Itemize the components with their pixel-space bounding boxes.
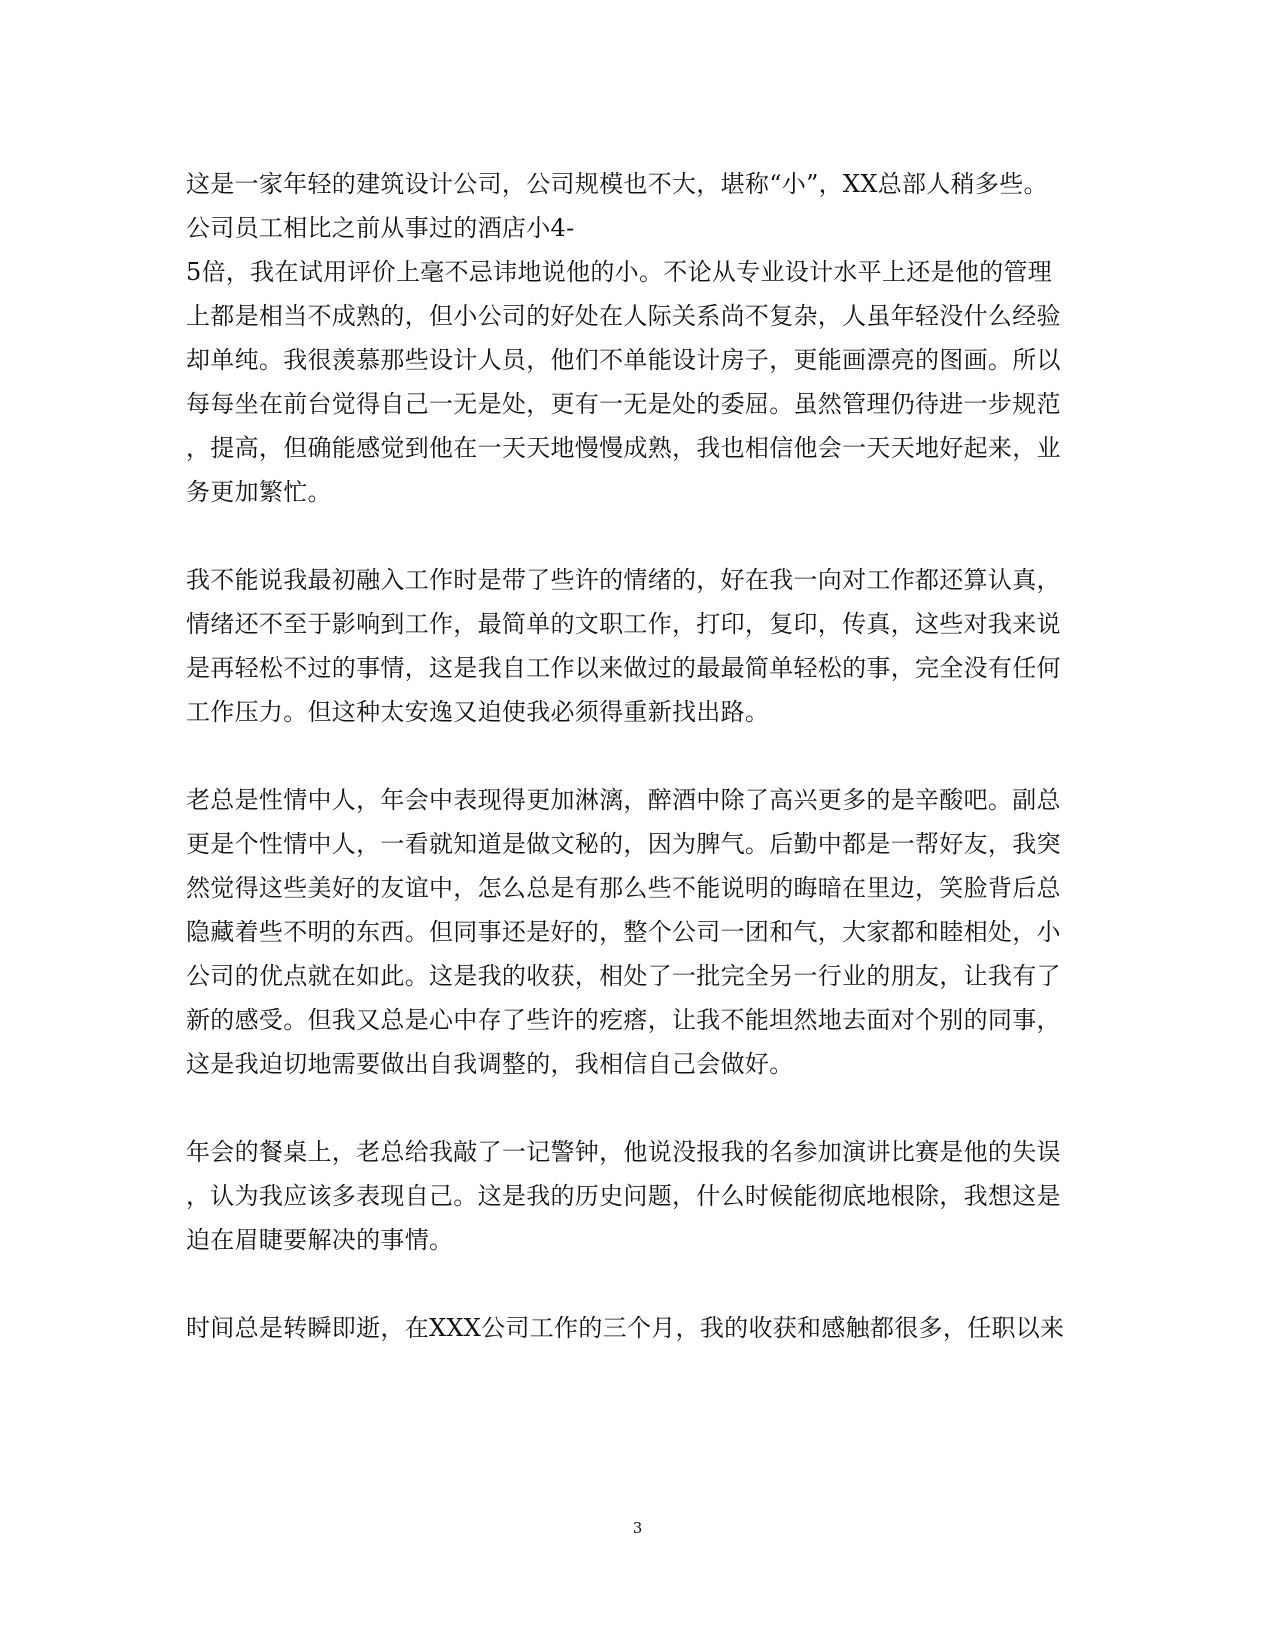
text-line: 情绪还不至于影响到工作，最简单的文职工作，打印，复印，传真，这些对我来说 — [186, 610, 1061, 638]
text-line: 公司的优点就在如此。这是我的收获，相处了一批完全另一行业的朋友，让我有了 — [186, 962, 1061, 990]
body-text — [186, 162, 1096, 1350]
text-line: 这是我迫切地需要做出自我调整的，我相信自己会做好。 — [186, 1050, 794, 1078]
paragraph-spacer — [186, 514, 1096, 558]
text-line: 新的感受。但我又总是心中存了些许的疙瘩，让我不能坦然地去面对个别的同事， — [186, 1006, 1061, 1034]
text-line: 隐藏着些不明的东西。但同事还是好的，整个公司一团和气，大家都和睦相处，小 — [186, 918, 1061, 946]
text-line: 公司员工相比之前从事过的酒店小4- — [186, 214, 575, 242]
paragraph — [186, 1306, 1096, 1350]
paragraph — [186, 162, 1096, 514]
paragraph — [186, 1130, 1096, 1262]
text-line: 务更加繁忙。 — [186, 478, 332, 506]
text-line: 时间总是转瞬即逝，在XXX公司工作的三个月，我的收获和感触都很多，任职以来 — [186, 1314, 1065, 1342]
text-line: 这是一家年轻的建筑设计公司，公司规模也不大，堪称“小”，XX总部人稍多些。 — [186, 170, 1048, 198]
text-line: 老总是性情中人，年会中表现得更加淋漓，醉酒中除了高兴更多的是辛酸吧。副总 — [186, 786, 1061, 814]
paragraph — [186, 558, 1096, 734]
text-line: 却单纯。我很羡慕那些设计人员，他们不单能设计房子，更能画漂亮的图画。所以 — [186, 346, 1061, 374]
paragraph — [186, 778, 1096, 1086]
text-line: 迫在眉睫要解决的事情。 — [186, 1226, 454, 1254]
text-line: 年会的餐桌上，老总给我敲了一记警钟，他说没报我的名参加演讲比赛是他的失误 — [186, 1138, 1061, 1166]
text-line: 我不能说我最初融入工作时是带了些许的情绪的，好在我一向对工作都还算认真， — [186, 566, 1061, 594]
paragraph-spacer — [186, 1262, 1096, 1306]
paragraph-spacer — [186, 734, 1096, 778]
text-line: 更是个性情中人，一看就知道是做文秘的，因为脾气。后勤中都是一帮好友，我突 — [186, 830, 1061, 858]
text-line: ，认为我应该多表现自己。这是我的历史问题，什么时候能彻底地根除，我想这是 — [186, 1182, 1061, 1210]
text-line: ，提高，但确能感觉到他在一天天地慢慢成熟，我也相信他会一天天地好起来，业 — [186, 434, 1061, 462]
page-number: 3 — [632, 1519, 643, 1537]
text-line: 上都是相当不成熟的，但小公司的好处在人际关系尚不复杂，人虽年轻没什么经验 — [186, 302, 1061, 330]
text-line: 每每坐在前台觉得自己一无是处，更有一无是处的委屈。虽然管理仍待进一步规范 — [186, 390, 1061, 418]
paragraph-spacer — [186, 1086, 1096, 1130]
text-line: 然觉得这些美好的友谊中，怎么总是有那么些不能说明的晦暗在里边，笑脸背后总 — [186, 874, 1061, 902]
text-line: 是再轻松不过的事情，这是我自工作以来做过的最最简单轻松的事，完全没有任何 — [186, 654, 1061, 682]
text-line: 工作压力。但这种太安逸又迫使我必须得重新找出路。 — [186, 698, 770, 726]
text-line: 5倍，我在试用评价上毫不忌讳地说他的小。不论从专业设计水平上还是他的管理 — [186, 258, 1053, 286]
